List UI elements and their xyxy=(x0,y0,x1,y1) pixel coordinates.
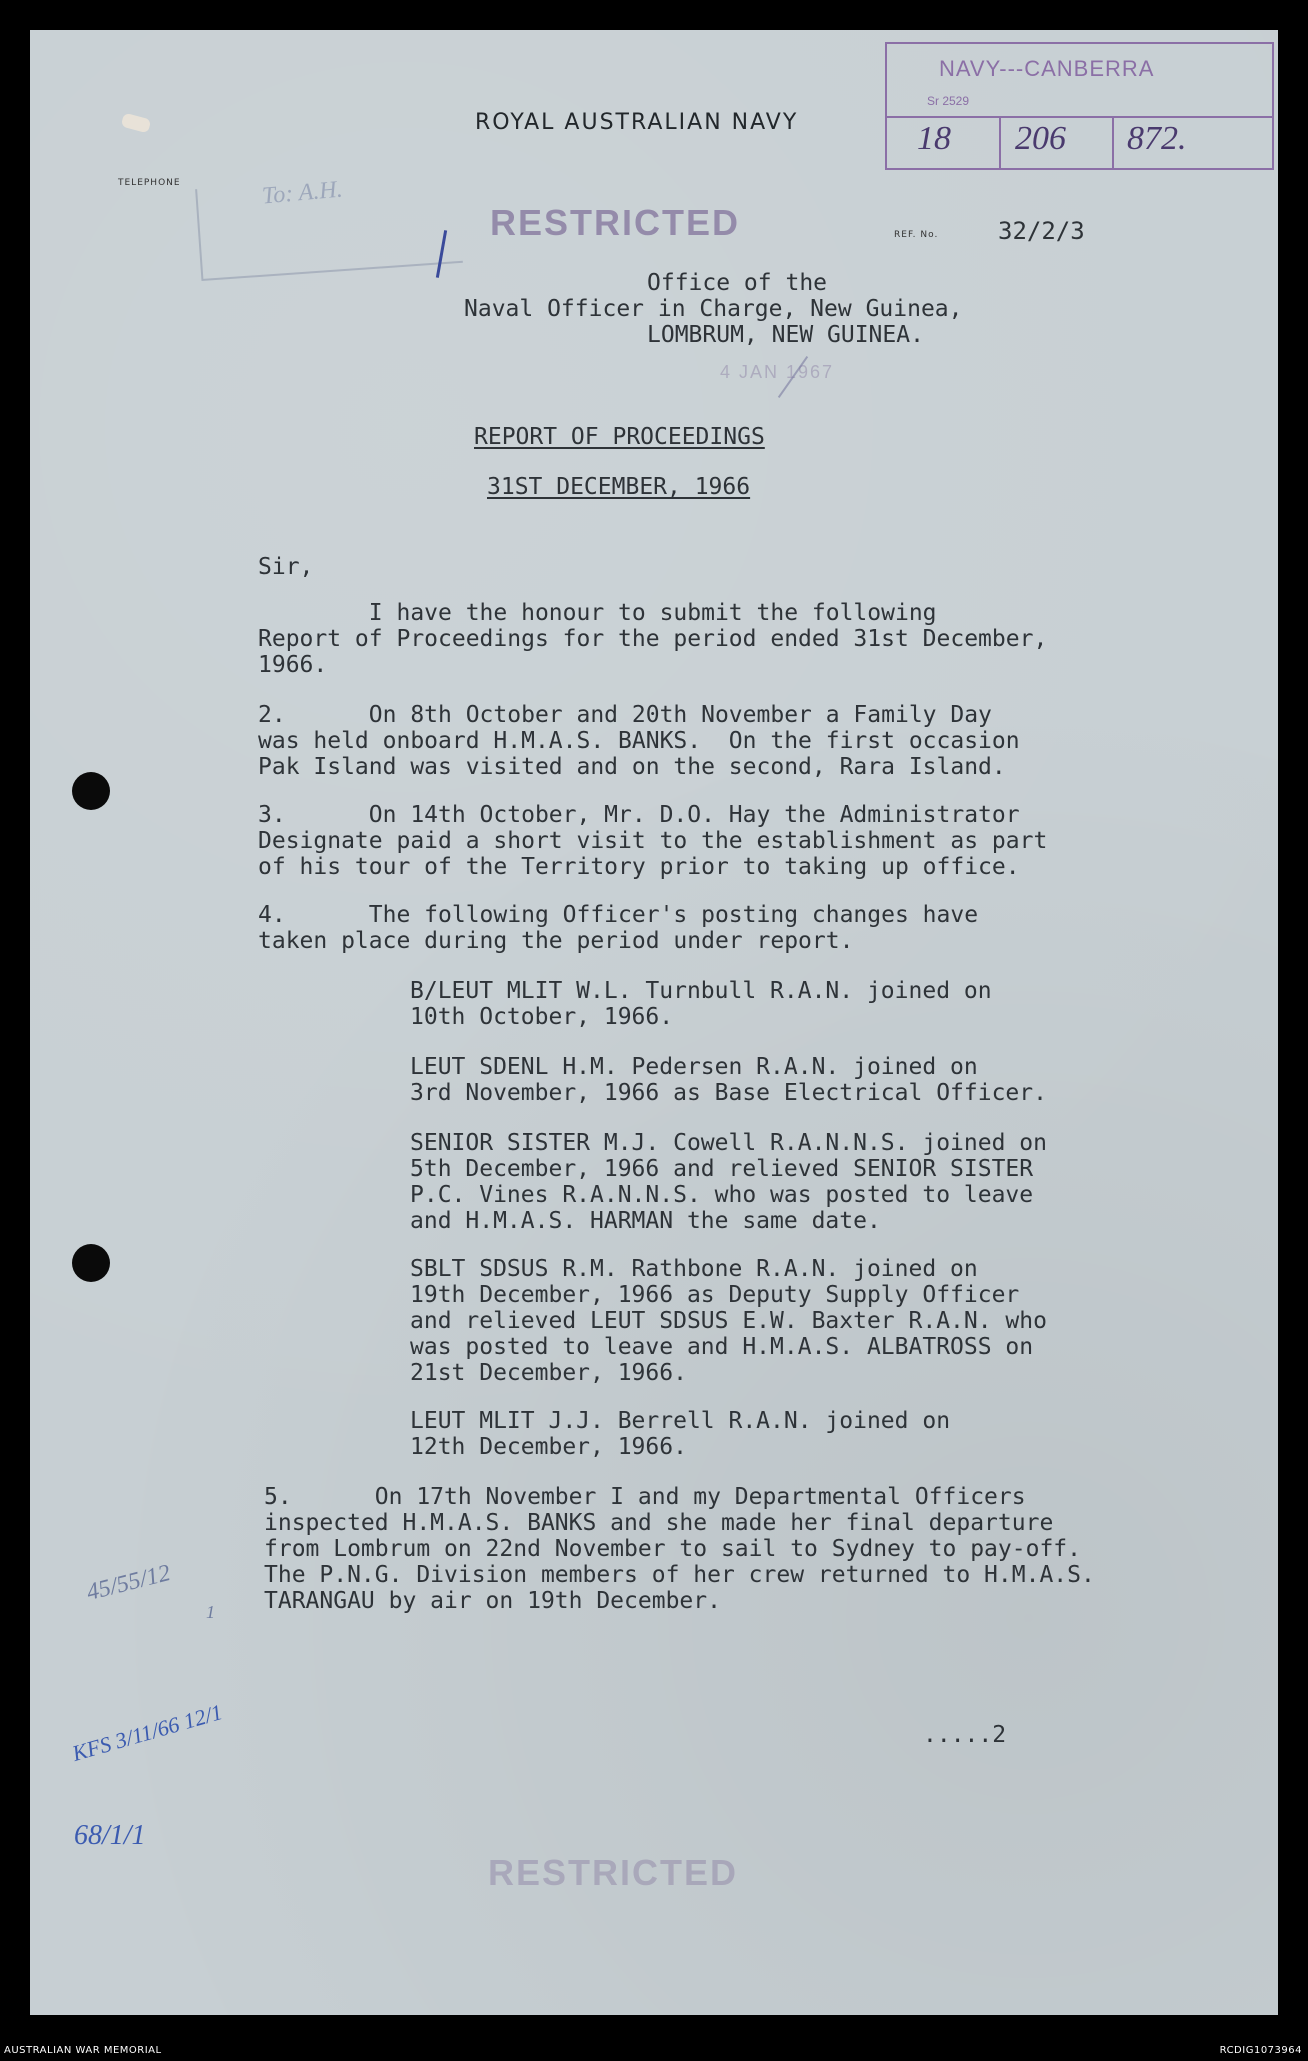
posting-line: 10th October, 1966. xyxy=(410,1004,674,1030)
staple-mark xyxy=(121,113,152,134)
posting-turnbull xyxy=(410,978,992,1030)
paragraph-1-line: 1966. xyxy=(258,652,328,678)
document-sheet xyxy=(30,30,1278,2015)
margin-note-mid-sub: 1 xyxy=(206,1602,215,1622)
registry-number-3: 872. xyxy=(1127,120,1187,157)
footer-record-id: RCDIG1073964 xyxy=(1219,2045,1302,2056)
posting-line: 12th December, 1966. xyxy=(410,1434,687,1460)
posting-line: 3rd November, 1966 as Base Electrical Officer. xyxy=(410,1080,1047,1106)
posting-line: SENIOR SISTER M.J. Cowell R.A.N.N.S. joined on xyxy=(410,1130,1047,1156)
paragraph-3-line: of his tour of the Territory prior to taking up office. xyxy=(258,854,1020,880)
footer-credit: AUSTRALIAN WAR MEMORIAL xyxy=(4,2045,162,2056)
paragraph-2-line: Pak Island was visited and on the second, Rara Island. xyxy=(258,754,1006,780)
posting-line: P.C. Vines R.A.N.N.S. who was posted to leave xyxy=(410,1182,1034,1208)
posting-pedersen xyxy=(410,1054,1047,1106)
registry-title: NAVY---CANBERRA xyxy=(939,56,1155,81)
continuation-marker: .....2 xyxy=(923,1722,1007,1748)
report-title: REPORT OF PROCEEDINGS xyxy=(474,424,765,450)
letterhead-org: ROYAL AUSTRALIAN NAVY xyxy=(475,110,799,135)
posting-line: and relieved LEUT SDSUS E.W. Baxter R.A.N. who xyxy=(410,1308,1047,1334)
paragraph-4-line: 4. The following Officer's posting changes have xyxy=(258,902,979,928)
telephone-label: TELEPHONE xyxy=(118,178,181,188)
date-received-stamp: 4 JAN 1967 xyxy=(720,362,835,382)
margin-note-top: To: A.H. xyxy=(260,176,344,210)
posting-line: SBLT SDSUS R.M. Rathbone R.A.N. joined on xyxy=(410,1256,978,1282)
address-line-1: Office of the xyxy=(647,270,828,296)
posting-line: 5th December, 1966 and relieved SENIOR SISTER xyxy=(410,1156,1034,1182)
paragraph-5-line: TARANGAU by air on 19th December. xyxy=(264,1588,721,1614)
paragraph-1-line: I have the honour to submit the following xyxy=(258,600,937,626)
paragraph-5 xyxy=(264,1484,1095,1614)
paragraph-2-line: was held onboard H.M.A.S. BANKS. On the first occasion xyxy=(258,728,1020,754)
margin-note-low-1: KFS 3/11/66 12/1 xyxy=(69,1699,226,1766)
punch-hole-lower xyxy=(72,1244,110,1282)
paragraph-5-line: from Lombrum on 22nd November to sail to Sydney to pay-off. xyxy=(264,1536,1081,1562)
posting-line: B/LEUT MLIT W.L. Turnbull R.A.N. joined on xyxy=(410,978,992,1004)
paragraph-5-line: The P.N.G. Division members of her crew returned to H.M.A.S. xyxy=(264,1562,1095,1588)
posting-line: 19th December, 1966 as Deputy Supply Officer xyxy=(410,1282,1020,1308)
registry-col-line-1 xyxy=(999,116,1001,168)
paragraph-1 xyxy=(258,600,1047,678)
address-line-2: Naval Officer in Charge, New Guinea, xyxy=(464,296,963,322)
margin-note-low-2: 68/1/1 xyxy=(74,1820,146,1851)
registry-col-line-2 xyxy=(1112,116,1114,168)
registry-sub: Sr 2529 xyxy=(927,94,970,108)
posting-cowell xyxy=(410,1130,1047,1234)
ref-label: REF. No. xyxy=(894,230,939,240)
paragraph-2 xyxy=(258,702,1020,780)
restricted-stamp-bottom: RESTRICTED xyxy=(488,1852,739,1893)
paragraph-3-line: 3. On 14th October, Mr. D.O. Hay the Administrator xyxy=(258,802,1020,828)
posting-line: LEUT SDENL H.M. Pedersen R.A.N. joined on xyxy=(410,1054,978,1080)
address-line-3: LOMBRUM, NEW GUINEA. xyxy=(647,322,924,348)
registry-stamp-box xyxy=(885,42,1274,170)
paragraph-5-line: 5. On 17th November I and my Departmental Officers xyxy=(264,1484,1026,1510)
paragraph-3-line: Designate paid a short visit to the establishment as part xyxy=(258,828,1048,854)
paragraph-5-line: inspected H.M.A.S. BANKS and she made her final departure xyxy=(264,1510,1054,1536)
ref-number: 32/2/3 xyxy=(998,217,1085,245)
posting-rathbone xyxy=(410,1256,1047,1386)
posting-line: was posted to leave and H.M.A.S. ALBATROSS on xyxy=(410,1334,1034,1360)
posting-line: LEUT MLIT J.J. Berrell R.A.N. joined on xyxy=(410,1408,951,1434)
paragraph-4 xyxy=(258,902,978,954)
posting-line: 21st December, 1966. xyxy=(410,1360,687,1386)
punch-hole-upper xyxy=(72,772,110,810)
paragraph-2-line: 2. On 8th October and 20th November a Family Day xyxy=(258,702,992,728)
report-date: 31ST DECEMBER, 1966 xyxy=(487,474,751,500)
posting-line: and H.M.A.S. HARMAN the same date. xyxy=(410,1208,881,1234)
margin-note-mid: 45/55/12 xyxy=(84,1560,174,1606)
salutation: Sir, xyxy=(258,554,314,580)
paragraph-4-line: taken place during the period under report. xyxy=(258,928,854,954)
posting-berrell xyxy=(410,1408,950,1460)
paragraph-3 xyxy=(258,802,1047,880)
registry-number-2: 206 xyxy=(1015,120,1066,157)
restricted-stamp-top: RESTRICTED xyxy=(490,202,741,243)
paragraph-1-line: Report of Proceedings for the period ended 31st December, xyxy=(258,626,1048,652)
registry-number-1: 18 xyxy=(917,120,951,157)
